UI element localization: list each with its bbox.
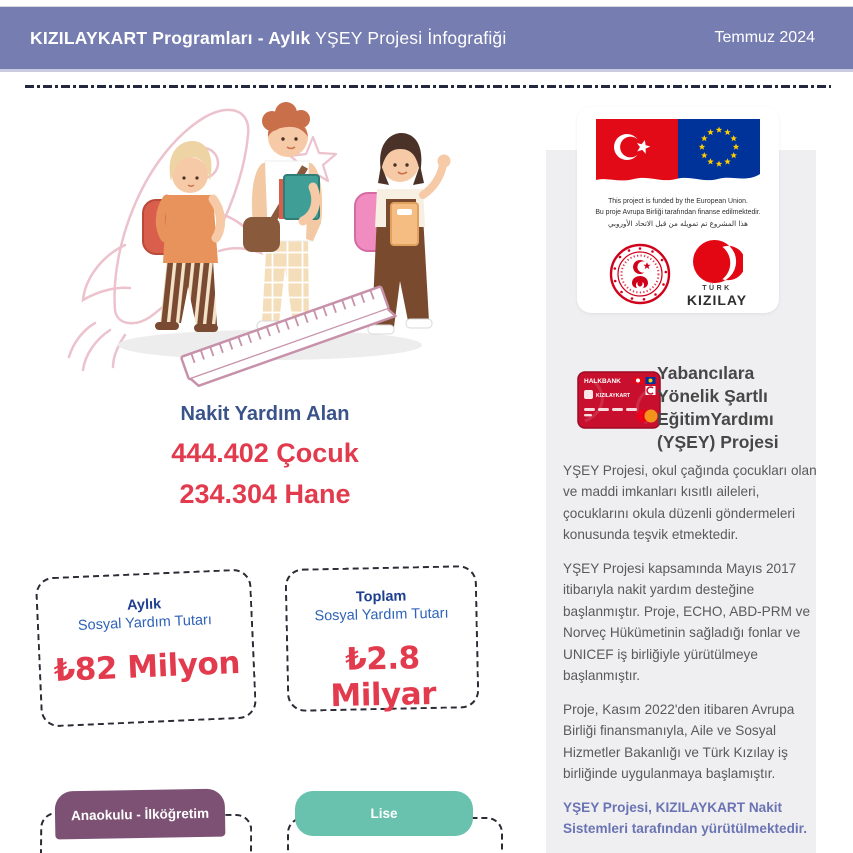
- page-title-bold: KIZILAYKART Programları - Aylık: [30, 27, 311, 48]
- kizilay-word-top: TÜRK: [702, 284, 732, 292]
- tab-anaokulu-label: Anaokulu - İlköğretim: [70, 805, 210, 823]
- cash-assistance-stats: [35, 403, 495, 520]
- project-paragraph-2: YŞEY Projesi kapsamında Mayıs 2017 itibarıyla nakit yardım desteğine başlanmıştır. Proje, ECHO, ABD-PRM ve Norveç Hükümetinin sağladığı fonlar ve UNICEF iş birliğiyle yürütülmeye başlanmıştır.: [563, 560, 811, 684]
- tab-lise-label: Lise: [370, 806, 398, 821]
- dashed-separator: [25, 85, 831, 88]
- page-header: [0, 6, 853, 72]
- project-paragraph-3: Proje, Kasım 2022'den itibaren Avrupa Birliği finansmanıyla, Aile ve Sosyal Hizmetler Bakanlığı ve Türk Kızılay iş birliğinde uygulanmaya başlamıştır.: [563, 701, 795, 782]
- partner-logos: [577, 240, 779, 308]
- card-bank-name: HALKBANK: [584, 378, 621, 385]
- page-title: [30, 28, 506, 49]
- project-description: [563, 460, 817, 852]
- monthly-amount-value: ₺82 Milyon: [53, 644, 241, 690]
- child-middle-boy: [243, 102, 322, 331]
- total-amount-box: [285, 565, 480, 715]
- children-illustration: [55, 95, 475, 400]
- monthly-amount-subtitle: Sosyal Yardım Tutarı: [77, 612, 213, 634]
- red-crescent-icon: [691, 240, 743, 284]
- funding-line-tr: Bu proje Avrupa Birliği tarafından finanse edilmektedir.: [595, 208, 761, 216]
- ministry-seal-icon: [609, 243, 671, 305]
- funding-statement: [577, 197, 779, 230]
- funding-line-ar: هذا المشروع تم تمويله من قبل الاتحاد الأوروبي: [608, 219, 748, 229]
- project-highlight: YŞEY Projesi, KIZILAYKART Nakit Sistemleri tarafından yürütülmektedir.: [563, 799, 808, 837]
- household-count: 234.304 Hane: [179, 479, 351, 509]
- monthly-amount-title: Aylık: [126, 596, 162, 614]
- total-amount-value: ₺2.8 Milyar: [330, 640, 437, 715]
- children-count: 444.402 Çocuk: [171, 438, 359, 468]
- turk-kizilay-logo: [687, 240, 747, 308]
- tab-anaokulu-ilkogretim[interactable]: [55, 789, 226, 840]
- total-amount-title: Toplam: [355, 588, 407, 606]
- turkey-eu-flags-icon: [596, 119, 760, 185]
- funding-card: [577, 107, 779, 313]
- funding-line-en: This project is funded by the European Union.: [608, 198, 748, 205]
- project-paragraph-1: YŞEY Projesi, okul çağında çocukları olan ve maddi imkanları kısıtlı aileleri, çocuklarını okula düzenli göndermeleri konusunda teşvik etmektedir.: [563, 463, 817, 543]
- stats-title: Nakit Yardım Alan: [180, 403, 350, 425]
- tab-lise[interactable]: [295, 791, 473, 836]
- header-date: Temmuz 2024: [714, 29, 815, 46]
- card-brand-name: KIZILAYKART: [596, 393, 631, 399]
- monthly-amount-box: [35, 568, 257, 727]
- project-heading: Yabancılara Yönelik Şartlı EğitimYardımı (YŞEY) Projesi: [657, 363, 779, 453]
- total-amount-subtitle: Sosyal Yardım Tutarı: [314, 605, 449, 625]
- kizilaykart-card-icon: [577, 371, 661, 429]
- page-title-regular: YŞEY Projesi İnfografiği: [310, 27, 507, 48]
- kizilay-word-bottom: KIZILAY: [686, 291, 748, 308]
